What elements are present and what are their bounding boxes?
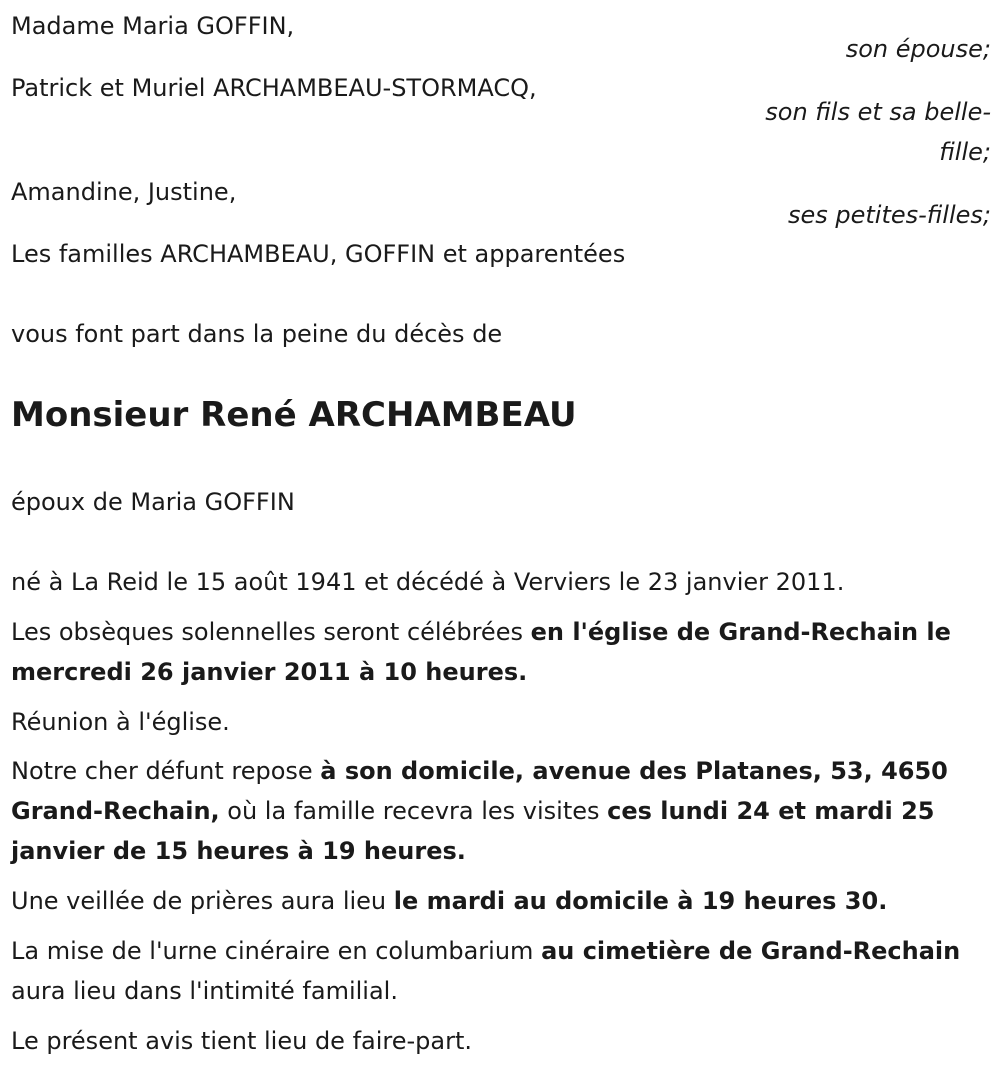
vigil-paragraph: Une veillée de prières aura lieu le mardi au domicile à 19 heures 30. bbox=[11, 887, 888, 915]
son-role-line1: son fils et sa belle- bbox=[765, 98, 991, 126]
birth-death: né à La Reid le 15 août 1941 et décédé à Verviers le 23 janvier 2011. bbox=[11, 568, 845, 596]
closing-line: Le présent avis tient lieu de faire-part. bbox=[11, 1027, 473, 1055]
funeral-paragraph: Les obsèques solennelles seront célébrées en l'église de Grand-Rechain le mercredi 26 janvier 2011 à 10 heures. bbox=[11, 618, 951, 686]
granddaughters-role: ses petites-filles; bbox=[787, 201, 991, 229]
announcement: vous font part dans la peine du décès de bbox=[11, 320, 503, 348]
wife-name: Madame Maria GOFFIN, bbox=[11, 12, 295, 40]
families-line: Les familles ARCHAMBEAU, GOFFIN et apparentées bbox=[11, 240, 626, 268]
son-role-line2: fille; bbox=[939, 138, 991, 166]
son-name: Patrick et Muriel ARCHAMBEAU-STORMACQ, bbox=[11, 74, 537, 102]
rest-paragraph: Notre cher défunt repose à son domicile, avenue des Platanes, 53, 4650 Grand-Rechain, où la famille recevra les visites ces lundi 24 et mardi 25 janvier de 15 heures à 19 heures. bbox=[11, 757, 948, 865]
wife-role: son épouse; bbox=[845, 35, 991, 63]
meeting-line: Réunion à l'église. bbox=[11, 708, 230, 736]
spouse-line: époux de Maria GOFFIN bbox=[11, 488, 295, 516]
granddaughters-name: Amandine, Justine, bbox=[11, 178, 237, 206]
urn-paragraph: La mise de l'urne cinéraire en columbarium au cimetière de Grand-Rechain aura lieu dans l'intimité familial. bbox=[11, 937, 961, 1005]
deceased-name: Monsieur René ARCHAMBEAU bbox=[11, 395, 577, 435]
